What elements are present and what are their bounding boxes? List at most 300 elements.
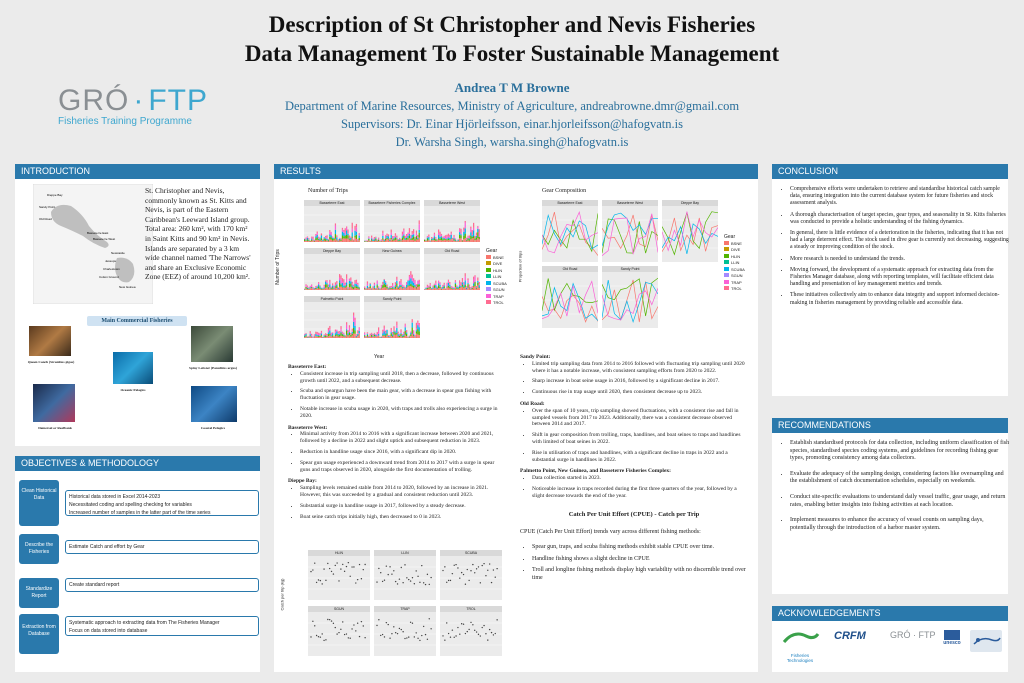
cpue-point (430, 577, 431, 578)
bar-mark (405, 327, 406, 330)
bar-mark (332, 237, 333, 238)
cpue-point (312, 569, 313, 570)
bar-mark (307, 238, 308, 240)
facet-plot (308, 556, 370, 600)
bar-mark (375, 289, 376, 290)
bar-mark (356, 284, 357, 286)
bar-mark (393, 287, 394, 288)
bar-mark (403, 228, 404, 230)
bar-mark (392, 337, 393, 338)
cpue-point (363, 625, 364, 626)
bar-mark (340, 329, 341, 332)
recommendations-panel (772, 418, 1008, 594)
bar-mark (368, 236, 369, 237)
bar-mark (476, 237, 477, 239)
bar-mark (340, 333, 341, 336)
bar-mark (311, 287, 312, 288)
bar-mark (414, 287, 415, 290)
bar-mark (395, 332, 396, 333)
bar-mark (367, 241, 368, 242)
gear-legend-title: Gear (724, 234, 736, 240)
cpue-point (397, 583, 398, 584)
bar-mark (452, 241, 453, 242)
cpue-point (355, 582, 356, 583)
bar-mark (349, 240, 350, 242)
bar-mark (324, 337, 325, 338)
bar-mark (356, 335, 357, 336)
bar-mark (372, 241, 373, 242)
bar-mark (434, 233, 435, 234)
sandy-item: • Continuous rise in trap usage until 2020, then consistent decrease up to 2023. (532, 389, 748, 396)
bar-mark (407, 236, 408, 239)
conclusion-panel (772, 164, 1008, 396)
bar-mark (367, 288, 368, 290)
bar-mark (324, 239, 325, 241)
bar-mark (371, 239, 372, 240)
bar-mark (377, 241, 378, 242)
bar-mark (391, 235, 392, 238)
bar-mark (346, 325, 347, 330)
bar-mark (385, 283, 386, 285)
bar-mark (304, 334, 305, 335)
bar-mark (315, 237, 316, 239)
bar-mark (340, 326, 341, 329)
bar-mark (416, 289, 417, 290)
bar-mark (325, 282, 326, 285)
cpue-point (412, 577, 413, 578)
bar-mark (357, 284, 358, 285)
cpue-point (459, 577, 460, 578)
cpue-point (380, 635, 381, 636)
bar-mark (346, 283, 347, 286)
bar-mark (448, 283, 449, 286)
bar-mark (434, 285, 435, 288)
bar-mark (356, 232, 357, 235)
bar-mark (391, 330, 392, 332)
cpue-point (416, 570, 417, 571)
bar-mark (315, 336, 316, 338)
bar-mark (460, 287, 461, 290)
bar-mark (462, 285, 463, 287)
bar-mark (391, 230, 392, 233)
cpue-point (457, 627, 458, 628)
bar-mark (386, 235, 387, 236)
bar-mark (472, 230, 473, 234)
bar-mark (312, 239, 313, 240)
bar-mark (356, 337, 357, 338)
bar-mark (445, 240, 446, 242)
bar-mark (342, 283, 343, 287)
bar-mark (356, 227, 357, 231)
bar-mark (347, 334, 348, 336)
bar-mark (336, 284, 337, 285)
cpue-point (493, 634, 494, 635)
bar-mark (410, 239, 411, 240)
bar-mark (305, 238, 306, 239)
bar-mark (463, 232, 464, 236)
legend-label: SGUN (493, 287, 505, 292)
map-st-kitts-nevis (33, 184, 153, 304)
dieppe-item: • Boat seine catch trips initially high, then decreased to 0 in 2023. (300, 514, 500, 521)
bar-mark (417, 323, 418, 325)
bar-mark (307, 241, 308, 242)
bar-mark (400, 336, 401, 338)
bar-mark (395, 236, 396, 237)
bar-mark (312, 237, 313, 239)
bar-mark (413, 239, 414, 242)
legend-label: DIVE (731, 247, 741, 252)
bar-mark (384, 287, 385, 290)
cpue-point (455, 635, 456, 636)
bar-mark (442, 238, 443, 239)
bar-mark (396, 239, 397, 242)
bar-mark (378, 336, 379, 338)
bar-mark (326, 334, 327, 335)
bar-mark (470, 227, 471, 229)
bar-mark (384, 335, 385, 336)
bar-mark (389, 289, 390, 290)
bar-mark (437, 288, 438, 289)
bar-mark (347, 336, 348, 338)
bar-mark (459, 283, 460, 285)
cpue-point (388, 574, 389, 575)
bar-mark (417, 329, 418, 334)
cpue-point (320, 636, 321, 637)
bar-mark (417, 239, 418, 240)
bar-mark (407, 287, 408, 290)
bar-mark (328, 285, 329, 286)
bar-mark (456, 286, 457, 287)
bar-mark (441, 235, 442, 236)
bar-mark (416, 284, 417, 286)
bar-mark (342, 334, 343, 335)
facet-plot (602, 206, 658, 262)
bar-mark (357, 330, 358, 333)
bar-mark (445, 239, 446, 240)
bar-mark (370, 286, 371, 288)
bar-mark (389, 238, 390, 239)
cpue-point (485, 575, 486, 576)
bar-mark (459, 287, 460, 288)
bar-mark (354, 230, 355, 231)
bar-mark (317, 332, 318, 334)
bar-mark (417, 334, 418, 338)
bar-mark (396, 238, 397, 239)
bar-mark (402, 236, 403, 237)
objectives-panel (15, 456, 260, 672)
supervisor-2: Dr. Warsha Singh, warsha.singh@hafogvatn.is (395, 135, 629, 149)
bar-mark (307, 237, 308, 238)
bar-mark (333, 239, 334, 241)
photo-queen-conch (29, 326, 71, 356)
bar-mark (402, 336, 403, 337)
bar-mark (462, 278, 463, 282)
bar-mark (473, 280, 474, 284)
bar-mark (352, 335, 353, 338)
bar-mark (370, 288, 371, 290)
bar-mark (448, 238, 449, 239)
bar-mark (333, 337, 334, 338)
bar-mark (374, 239, 375, 240)
facet-plot (374, 612, 436, 656)
acknowledgements-header: ACKNOWLEDGEMENTS (772, 606, 1008, 621)
bar-mark (402, 285, 403, 286)
cpue-point (323, 568, 324, 569)
logo-gro-ftp-small-text: GRÓ · FTP (890, 630, 936, 640)
bar-mark (354, 237, 355, 242)
bar-mark (359, 289, 360, 290)
bar-mark (308, 288, 309, 289)
bar-mark (317, 337, 318, 338)
cpue-point (496, 619, 497, 620)
bar-mark (458, 241, 459, 242)
bar-mark (357, 289, 358, 290)
cpue-point (495, 633, 496, 634)
bar-mark (349, 335, 350, 338)
trips-title: Number of Trips (308, 188, 349, 194)
bar-mark (367, 286, 368, 288)
bar-mark (391, 286, 392, 287)
bar-mark (329, 230, 330, 232)
bar-mark (410, 334, 411, 336)
bar-mark (400, 329, 401, 332)
bar-mark (385, 282, 386, 283)
bar-mark (398, 333, 399, 334)
bar-mark (414, 335, 415, 336)
bar-mark (435, 237, 436, 238)
bar-mark (324, 241, 325, 242)
bar-mark (317, 240, 318, 242)
bar-mark (385, 332, 386, 333)
gear-legend (724, 234, 745, 293)
bar-mark (324, 237, 325, 238)
bar-mark (444, 286, 445, 287)
bar-mark (315, 332, 316, 334)
bar-mark (400, 239, 401, 240)
bar-mark (393, 331, 394, 332)
bar-mark (392, 287, 393, 288)
bar-mark (318, 239, 319, 240)
bar-mark (382, 335, 383, 336)
bar-mark (326, 337, 327, 338)
logo-fisheries-tech-text: Fisheries Technologies (786, 653, 814, 663)
conclusion-item: • A thorough characterisation of target species, gear types, and seasonality in St. Kitts fisheries was conducted to provide a holistic understanding of the fishing dynamics. (790, 212, 1010, 226)
bar-mark (340, 275, 341, 279)
bar-mark (318, 286, 319, 288)
bar-mark (410, 333, 411, 335)
bar-mark (414, 337, 415, 338)
bar-mark (448, 234, 449, 237)
bar-mark (315, 240, 316, 242)
bar-mark (352, 238, 353, 242)
bar-mark (459, 288, 460, 290)
caption-oceanic-pelagics: Oceanic Pelagics (120, 388, 146, 392)
bar-mark (465, 238, 466, 242)
bar-mark (354, 286, 355, 287)
bar-mark (331, 235, 332, 237)
bar-mark (385, 285, 386, 287)
recommendation-item: • Evaluate the adequacy of the sampling design, considering factors like oversampling and the establishment of catch documentation schedules, especially on weekends. (790, 471, 1010, 486)
bar-mark (311, 285, 312, 287)
bar-mark (347, 335, 348, 336)
bar-mark (462, 287, 463, 290)
bar-mark (345, 228, 346, 233)
bar-mark (410, 238, 411, 239)
map-label-8: Jessups (105, 259, 117, 263)
cpue-point (442, 570, 443, 571)
bar-mark (410, 336, 411, 338)
legend-label: LLIN (493, 274, 502, 279)
bar-mark (398, 334, 399, 336)
bassW-item: • Reduction in handline usage since 2016, with a significant dip in 2020. (300, 449, 500, 456)
recommendation-item: • Establish standardised protocols for data collection, including uniform classification of fish species, standardised species coding systems, and guidelines for recording fishing gear types, promoting consistency among data collectors. (790, 440, 1010, 463)
bar-mark (381, 240, 382, 241)
bar-mark (385, 335, 386, 336)
legend-swatch (486, 294, 491, 298)
bar-mark (413, 234, 414, 236)
bar-mark (427, 238, 428, 239)
bar-mark (467, 240, 468, 242)
bar-mark (400, 241, 401, 242)
bar-mark (385, 240, 386, 242)
cpue-point (378, 619, 379, 620)
bar-mark (347, 289, 348, 290)
recommendation-item: • Conduct site-specific evaluations to understand daily vessel traffic, gear usage, and return rates, enabling better insights into fishing activities at each location. (790, 494, 1010, 509)
title-line-1: Description of St Christopher and Nevis Fisheries (268, 12, 756, 37)
bar-mark (346, 335, 347, 338)
sandy-title: Sandy Point: (520, 354, 551, 360)
facet-strip: Palmetto Point (304, 296, 360, 302)
bar-mark (477, 281, 478, 283)
bar-mark (349, 279, 350, 281)
bar-mark (317, 233, 318, 235)
bar-mark (435, 239, 436, 241)
facet-strip: Sandy Point (602, 266, 658, 272)
bar-mark (326, 280, 327, 281)
bar-mark (446, 241, 447, 242)
bar-mark (318, 237, 319, 238)
bar-mark (460, 238, 461, 242)
bar-mark (467, 236, 468, 237)
bar-mark (395, 289, 396, 290)
bar-mark (449, 287, 450, 289)
bar-mark (453, 237, 454, 238)
bar-mark (356, 334, 357, 335)
bar-mark (318, 237, 319, 238)
bar-mark (382, 336, 383, 338)
bar-mark (353, 333, 354, 338)
bar-mark (339, 280, 340, 282)
bar-mark (407, 337, 408, 338)
bassW-item: • Minimal activity from 2014 to 2016 with a significant increase between 2020 and 2021, followed by a decline in 2022 and slight uptick and subsequent reduction in 2023. (300, 431, 500, 445)
bar-mark (339, 336, 340, 338)
cpue-point (487, 639, 488, 640)
bar-mark (396, 335, 397, 338)
bar-mark (319, 334, 320, 336)
bar-mark (442, 289, 443, 290)
facet-plot (424, 206, 480, 242)
bar-mark (356, 282, 357, 284)
cpue-point (361, 621, 362, 622)
legend-swatch (724, 286, 729, 290)
recommendation-item: • Implement measures to enhance the accuracy of vessel counts on sampling days, potentially through the introduction of a harbor master system. (790, 517, 1010, 532)
bar-mark (427, 288, 428, 289)
cpue-list (520, 544, 748, 582)
bar-mark (352, 232, 353, 236)
bar-mark (371, 337, 372, 338)
recommendations-header: RECOMMENDATIONS (772, 418, 1008, 433)
bar-mark (437, 289, 438, 290)
bar-mark (403, 287, 404, 288)
caption-demersal: Demersal or Reefbank (38, 426, 72, 430)
cpue-point (395, 632, 396, 633)
cpue-point (463, 624, 464, 625)
bar-mark (460, 229, 461, 233)
bar-mark (305, 287, 306, 289)
bar-mark (331, 288, 332, 289)
legend-swatch (724, 241, 729, 245)
bar-mark (476, 235, 477, 236)
bar-mark (392, 289, 393, 290)
bar-mark (410, 275, 411, 278)
bar-mark (336, 284, 337, 285)
map-label-1: Basseterre West (93, 237, 116, 241)
bar-mark (332, 286, 333, 288)
bar-mark (388, 289, 389, 290)
facet-plot (542, 272, 598, 328)
bar-mark (393, 241, 394, 242)
facet-plot (424, 254, 480, 290)
bar-mark (338, 241, 339, 242)
bar-mark (314, 334, 315, 335)
bar-mark (469, 286, 470, 288)
facet-strip: Basseterre East (542, 200, 598, 206)
bar-mark (435, 283, 436, 285)
bar-mark (335, 333, 336, 335)
bar-mark (371, 236, 372, 238)
facet-strip: TRAP (374, 606, 436, 612)
bar-mark (425, 288, 426, 289)
bar-mark (389, 286, 390, 287)
bar-mark (385, 281, 386, 282)
bar-mark (391, 336, 392, 338)
bar-mark (402, 337, 403, 338)
cpue-point (401, 567, 402, 568)
bar-mark (467, 280, 468, 283)
bar-mark (474, 282, 475, 286)
bar-mark (428, 240, 429, 242)
method-box-clean (65, 490, 259, 516)
method-label-clean: Clean Historical Data (19, 480, 59, 526)
bar-mark (473, 236, 474, 238)
bar-mark (437, 289, 438, 290)
facet-plot (304, 206, 360, 242)
bar-mark (343, 333, 344, 334)
bar-mark (451, 286, 452, 287)
bar-mark (375, 241, 376, 242)
bar-mark (399, 336, 400, 337)
bar-mark (335, 230, 336, 234)
bar-mark (467, 283, 468, 284)
bar-mark (391, 332, 392, 333)
conclusion-header: CONCLUSION (772, 164, 1008, 179)
bar-mark (395, 233, 396, 236)
bar-mark (321, 332, 322, 333)
bar-mark (312, 240, 313, 242)
cpue-point (485, 633, 486, 634)
bar-mark (439, 240, 440, 242)
bar-mark (368, 289, 369, 290)
